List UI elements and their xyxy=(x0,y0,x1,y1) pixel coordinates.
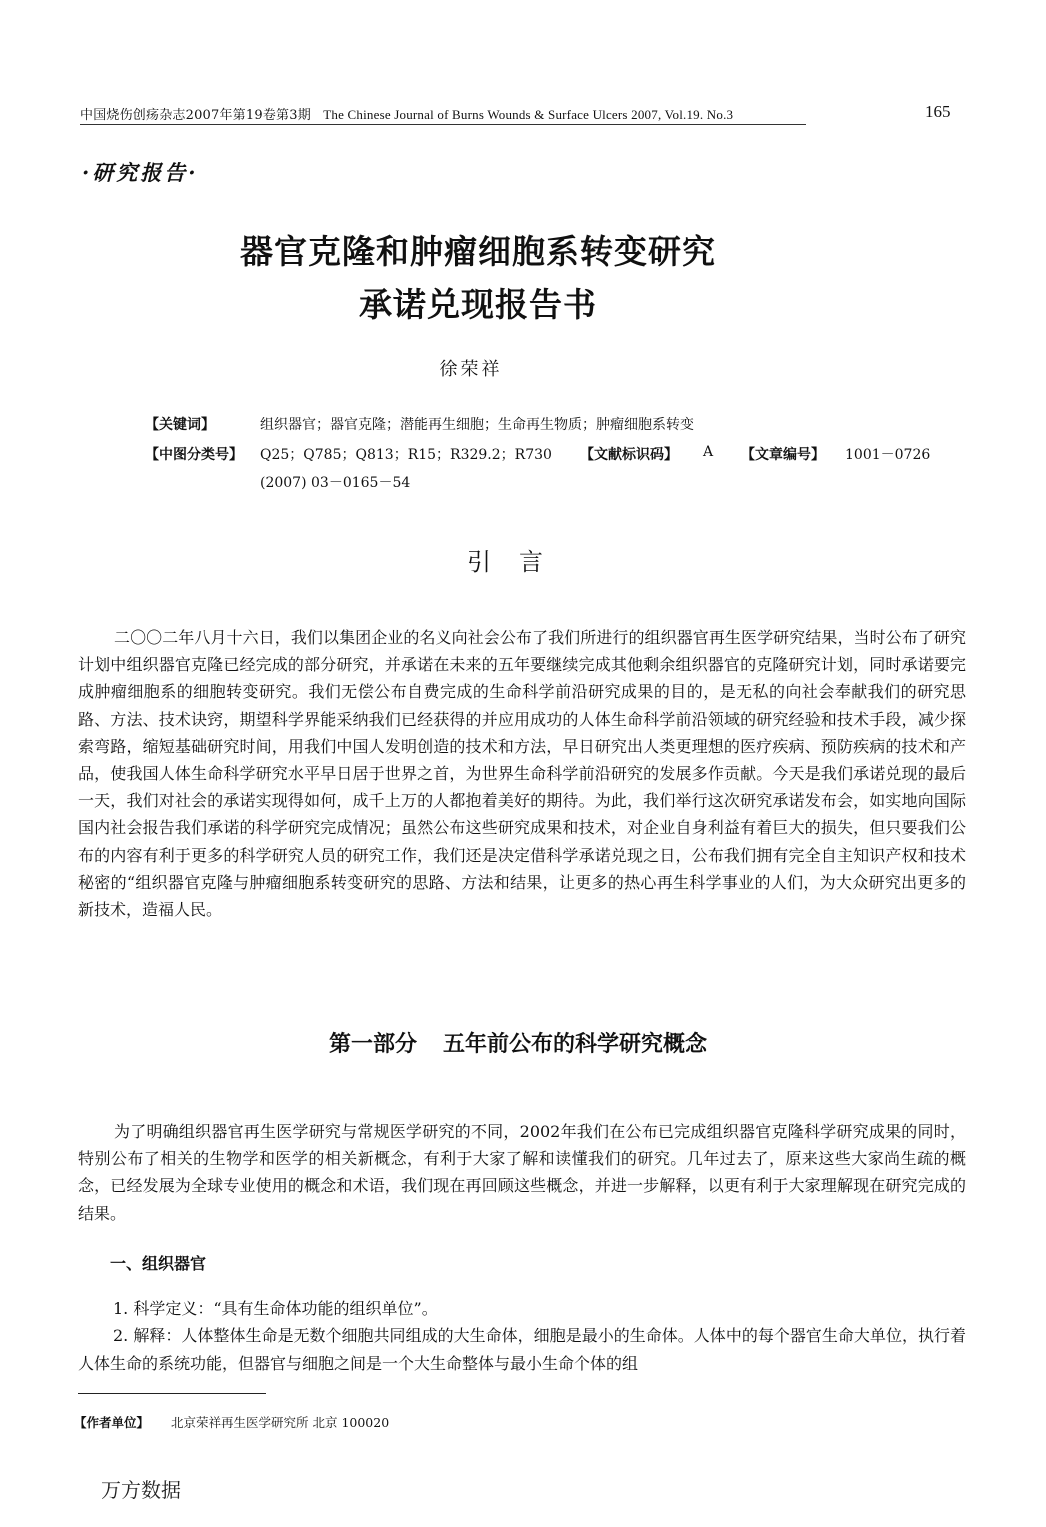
doc-code-value: A xyxy=(703,444,714,460)
part1-heading-title: 五年前公布的科学研究概念 xyxy=(443,1032,708,1057)
column-label: ·研究报告· xyxy=(82,160,199,185)
header-rule xyxy=(80,124,806,125)
subsection-heading: 一、组织器官 xyxy=(110,1254,207,1273)
definition-item: 1. 科学定义：“具有生命体功能的组织单位”。 xyxy=(113,1299,438,1318)
part1-heading xyxy=(0,1027,1041,1058)
keywords-value: 组织器官；器官克隆；潜能再生细胞；生命再生物质；肿瘤细胞系转变 xyxy=(260,417,694,433)
article-no-continuation: (2007) 03－0165－54 xyxy=(260,475,411,491)
part1-paragraph: 为了明确组织器官再生医学研究与常规医学研究的不同，2002年我们在公布已完成组织器官克隆科学研究成果的同时，特别公布了相关的生物学和医学的相关新概念，有利于大家了解和读懂我们的研究。几年过去了，原来这些大家尚生疏的概念，已经发展为全球专业使用的概念和术语，我们现在再回顾这些概念，并进一步解释，以更有利于大家理解现在研究完成的结果。 xyxy=(78,1122,966,1223)
classification-row xyxy=(145,444,931,464)
keywords-row xyxy=(145,414,694,434)
article-no-value: 1001－0726 xyxy=(845,447,931,463)
article-no-label: 【文章编号】 xyxy=(741,447,825,463)
journal-name-en: The Chinese Journal of Burns Wounds & Surface Ulcers 2007, Vol.19. No.3 xyxy=(323,107,734,122)
intro-heading-text: 引言 xyxy=(467,548,571,576)
keywords-label: 【关键词】 xyxy=(145,417,215,433)
intro-heading xyxy=(0,542,1042,577)
running-head xyxy=(80,104,810,123)
page-number: 165 xyxy=(925,102,951,121)
clc-label: 【中图分类号】 xyxy=(145,447,243,463)
affiliation-label: 【作者单位】 xyxy=(74,1415,150,1430)
author-name: 徐荣祥 xyxy=(439,359,503,380)
doc-code-label: 【文献标识码】 xyxy=(580,447,678,463)
part1-heading-number: 第一部分 xyxy=(328,1032,417,1057)
author-affiliation xyxy=(74,1413,389,1431)
article-title-line-2: 承诺兑现报告书 xyxy=(359,285,597,324)
explanation-item: 2. 解释：人体整体生命是无数个细胞共同组成的大生命体，细胞是最小的生命体。人体中的每个器官生命大单位，执行着人体生命的系统功能，但器官与细胞之间是一个大生命整体与最小生命个体的组 xyxy=(78,1326,966,1373)
clc-value: Q25；Q785；Q813；R15；R329.2；R730 xyxy=(260,447,552,463)
journal-name-cn: 中国烧伤创疡杂志2007年第19卷第3期 xyxy=(80,108,311,123)
article-title-line-1: 器官克隆和肿瘤细胞系转变研究 xyxy=(240,232,716,271)
intro-paragraph: 二〇〇二年八月十六日，我们以集团企业的名义向社会公布了我们所进行的组织器官再生医学研究结果，当时公布了研究计划中组织器官克隆已经完成的部分研究，并承诺在未来的五年要继续完成其他剩余组织器官的克隆研究计划，同时承诺要完成肿瘤细胞系的细胞转变研究。我们无偿公布自费完成的生命科学前沿研究成果的目的，是无私的向社会奉献我们的研究思路、方法、技术诀窍，期望科学界能采纳我们已经获得的并应用成功的人体生命科学前沿领域的研究经验和技术手段，减少探索弯路，缩短基础研究时间，用我们中国人发明创造的技术和方法，早日研究出人类更理想的医疗疾病、预防疾病的技术和产品，使我国人体生命科学研究水平早日居于世界之首，为世界生命科学前沿研究的发展多作贡献。今天是我们承诺兑现的最后一天，我们对社会的承诺实现得如何，成千上万的人都抱着美好的期待。为此，我们举行这次研究承诺发布会，如实地向国际国内社会报告我们承诺的科学研究完成情况；虽然公布这些研究成果和技术，对企业自身利益有着巨大的损失，但只要我们公布的内容有利于更多的科学研究人员的研究工作，我们还是决定借科学承诺兑现之日，公布我们拥有完全自主知识产权和技术秘密的“组织器官克隆与肿瘤细胞系转变研究的思路、方法和结果，让更多的热心再生科学事业的人们，为大众研究出更多的新技术，造福人民。 xyxy=(78,628,966,920)
source-watermark: 万方数据 xyxy=(101,1478,181,1502)
footnote-rule xyxy=(78,1393,266,1394)
affiliation-text: 北京荣祥再生医学研究所 北京 100020 xyxy=(171,1415,390,1430)
